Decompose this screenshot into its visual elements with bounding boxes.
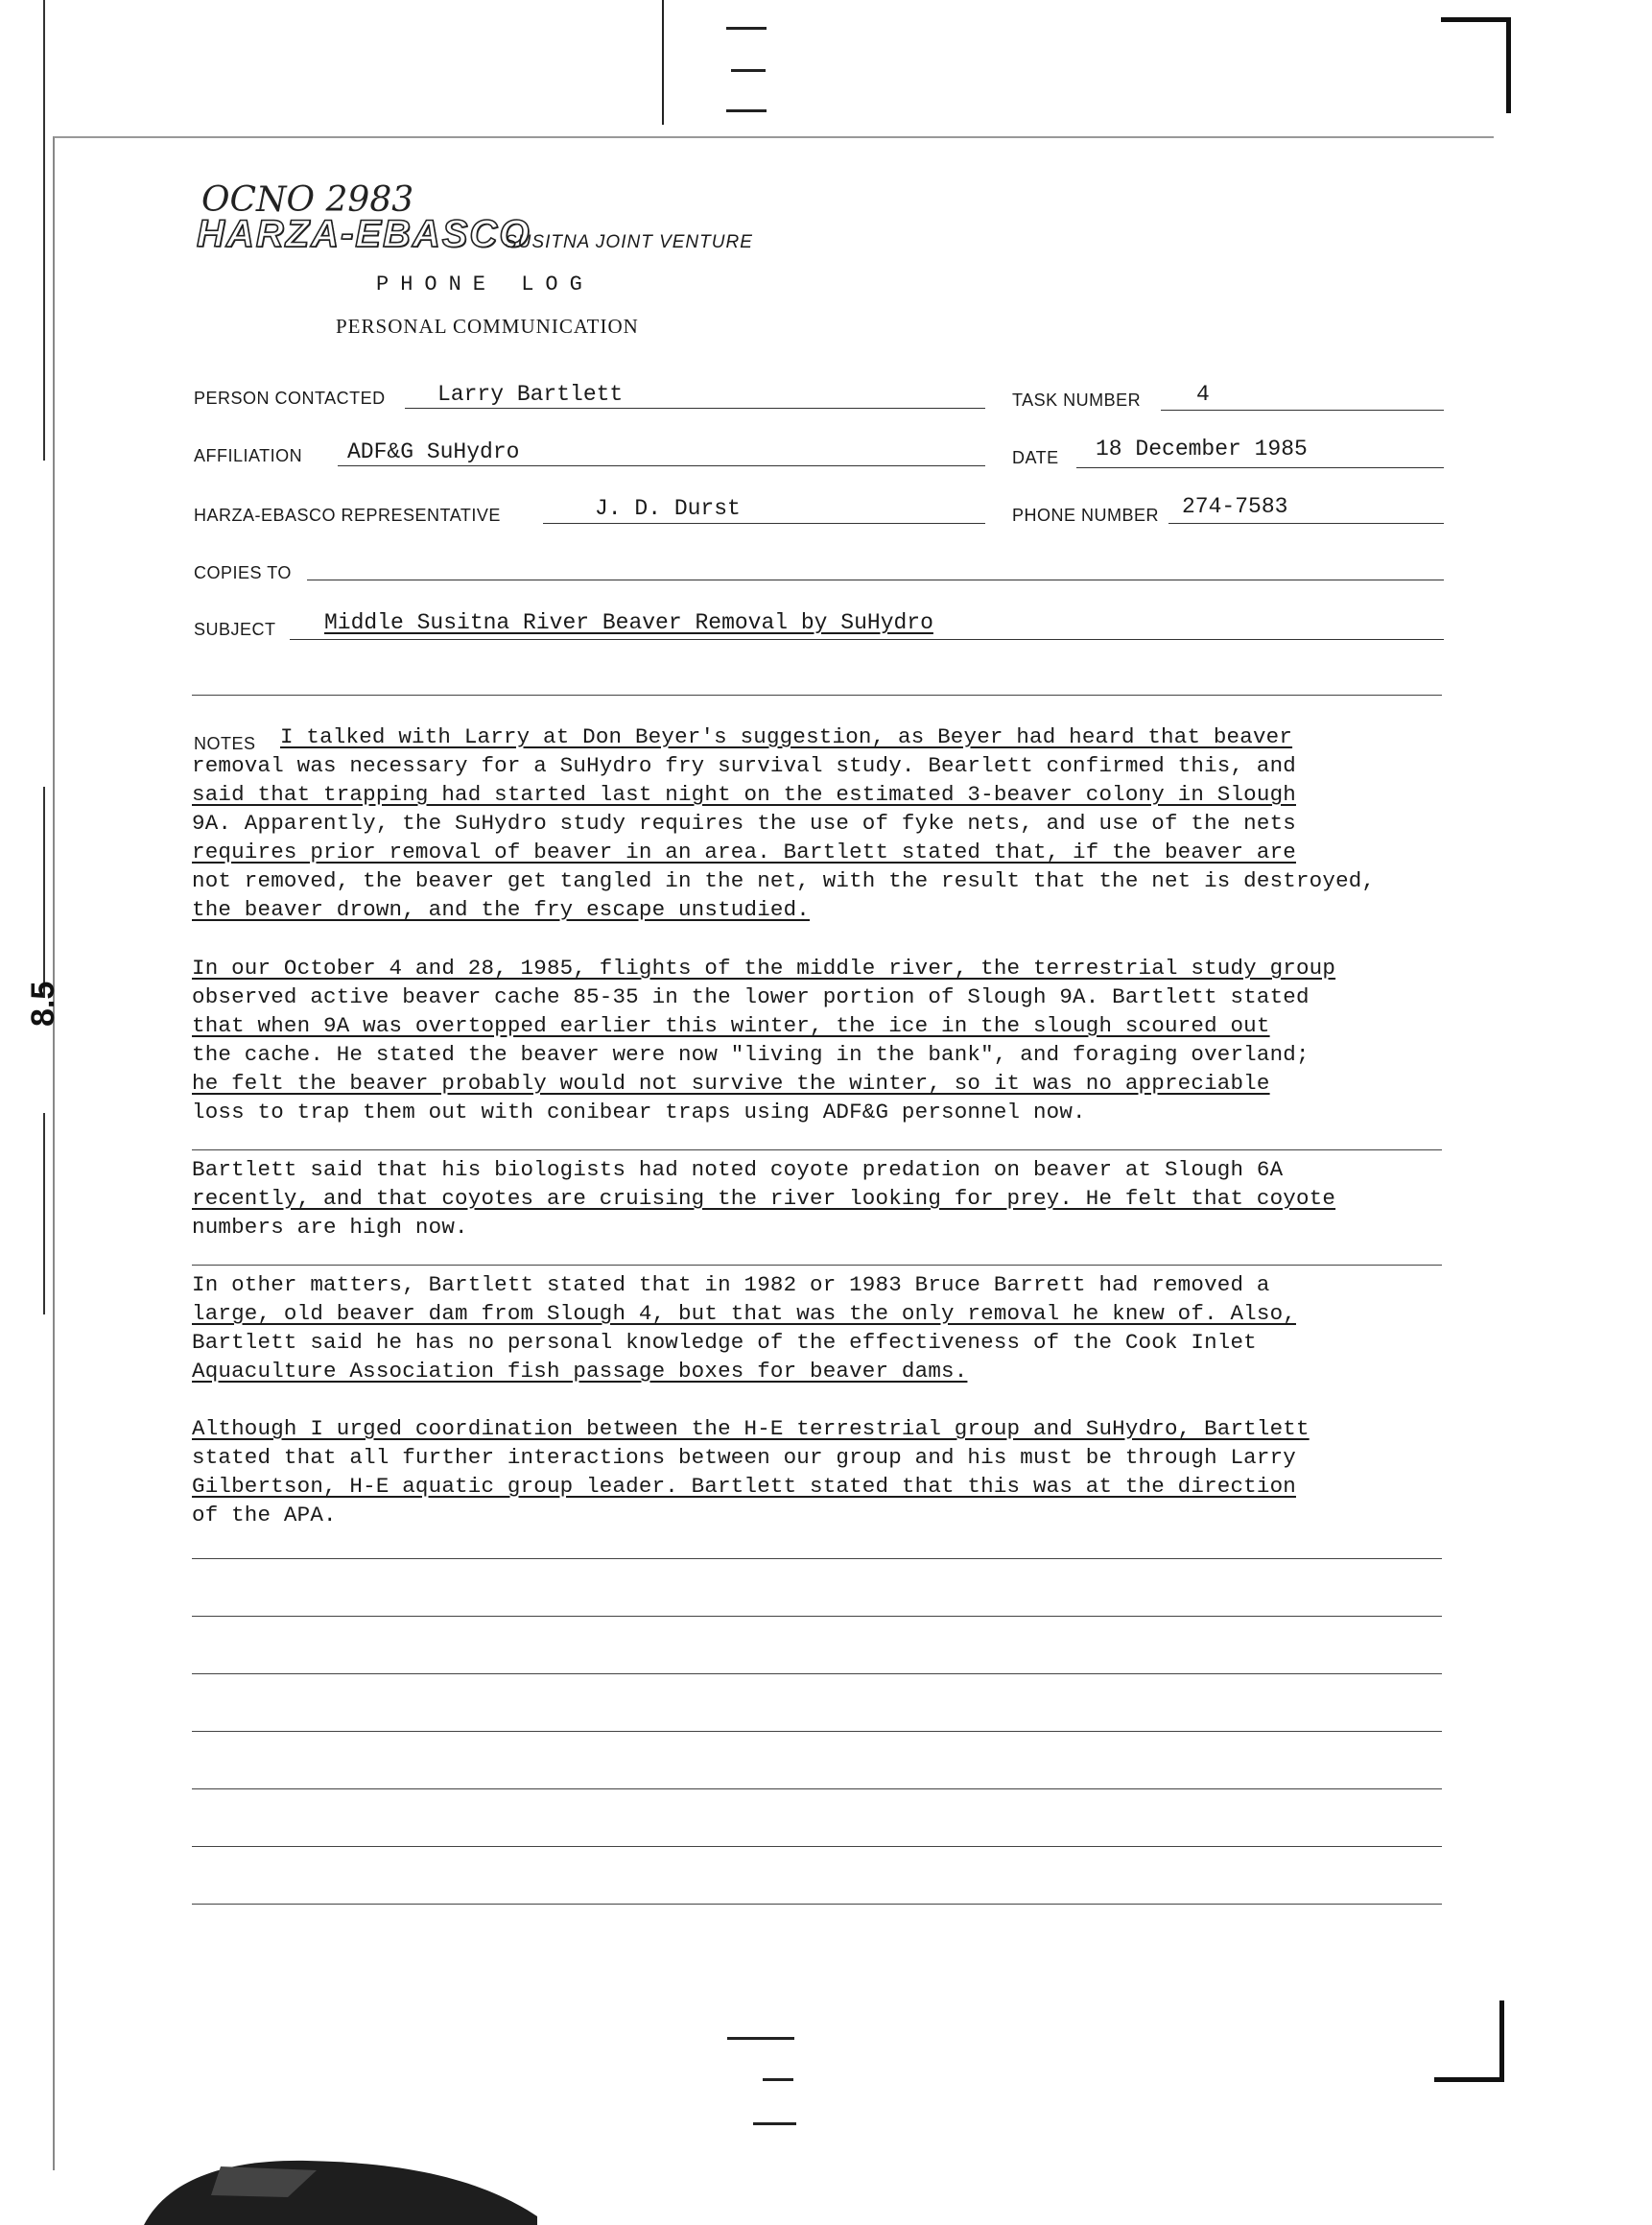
notes-line: Aquaculture Association fish passage boxes for beaver dams. bbox=[192, 1359, 968, 1384]
venture-name: SUSITNA JOINT VENTURE bbox=[505, 232, 753, 252]
notes-line: said that trapping had started last night on the estimated 3-beaver colony in Slough bbox=[192, 782, 1296, 807]
date-label: DATE bbox=[1012, 448, 1059, 467]
notes-line: loss to trap them out with conibear traps using ADF&G personnel now. bbox=[192, 1100, 1086, 1124]
notes-line: In our October 4 and 28, 1985, flights of the middle river, the terrestrial study group bbox=[192, 956, 1336, 981]
notes-line: Although I urged coordination between the H-E terrestrial group and SuHydro, Bartlett bbox=[192, 1416, 1310, 1441]
notes-line: stated that all further interactions between our group and his must be through Larry bbox=[192, 1445, 1296, 1470]
notes-line: not removed, the beaver get tangled in the net, with the result that the net is destroyed, bbox=[192, 868, 1376, 893]
notes-line: Bartlett said that his biologists had noted coyote predation on beaver at Slough 6A bbox=[192, 1157, 1284, 1182]
notes-line: the cache. He stated the beaver were now "living in the bank", and foraging overland; bbox=[192, 1042, 1310, 1067]
notes-line: that when 9A was overtopped earlier this winter, the ice in the slough scoured out bbox=[192, 1013, 1270, 1038]
punch-mark bbox=[726, 109, 767, 112]
field-line bbox=[290, 639, 1444, 640]
blank-rule bbox=[192, 1265, 1442, 1266]
notes-line: requires prior removal of beaver in an area. Bartlett stated that, if the beaver are bbox=[192, 840, 1296, 864]
blank-rule bbox=[192, 1673, 1442, 1674]
field-line bbox=[1161, 410, 1444, 411]
notes-line: of the APA. bbox=[192, 1503, 337, 1527]
scan-smudge bbox=[0, 2120, 672, 2225]
punch-mark bbox=[727, 2037, 794, 2040]
field-line bbox=[543, 523, 985, 524]
form-subtitle: PERSONAL COMMUNICATION bbox=[336, 315, 639, 338]
notes-label: NOTES bbox=[194, 734, 256, 753]
blank-rule bbox=[192, 1149, 1442, 1150]
notes-line: 9A. Apparently, the SuHydro study requires the use of fyke nets, and use of the nets bbox=[192, 811, 1296, 836]
field-line bbox=[1076, 467, 1444, 468]
representative-label: HARZA-EBASCO REPRESENTATIVE bbox=[194, 506, 501, 525]
punch-mark bbox=[726, 27, 767, 30]
margin-mark: 8.5 bbox=[25, 981, 61, 1027]
margin-edge bbox=[43, 787, 45, 998]
form-title: PHONE LOG bbox=[376, 272, 594, 296]
notes-line: removal was necessary for a SuHydro fry survival study. Bearlett confirmed this, and bbox=[192, 753, 1296, 778]
copies-to-label: COPIES TO bbox=[194, 563, 292, 582]
subject-label: SUBJECT bbox=[194, 620, 276, 639]
notes-line: the beaver drown, and the fry escape unstudied. bbox=[192, 897, 811, 922]
blank-rule bbox=[192, 1904, 1442, 1905]
affiliation-label: AFFILIATION bbox=[194, 446, 303, 465]
margin-edge bbox=[43, 0, 45, 461]
subject-value: Middle Susitna River Beaver Removal by SuHydro bbox=[324, 610, 933, 635]
blank-rule bbox=[192, 1731, 1442, 1732]
blank-rule bbox=[192, 695, 1442, 696]
company-logo: HARZA-EBASCO bbox=[197, 213, 531, 255]
notes-line: I talked with Larry at Don Beyer's suggestion, as Beyer had heard that beaver bbox=[280, 724, 1293, 749]
blank-rule bbox=[192, 1558, 1442, 1559]
affiliation-value: ADF&G SuHydro bbox=[347, 439, 520, 464]
corner-bracket-top bbox=[1441, 17, 1511, 113]
margin-edge bbox=[43, 1113, 45, 1314]
blank-rule bbox=[192, 1616, 1442, 1617]
task-number-value: 4 bbox=[1196, 382, 1210, 407]
notes-line: he felt the beaver probably would not survive the winter, so it was no appreciable bbox=[192, 1071, 1270, 1096]
punch-mark bbox=[763, 2078, 793, 2081]
field-line bbox=[405, 408, 985, 409]
blank-rule bbox=[192, 1788, 1442, 1789]
field-line bbox=[338, 465, 985, 466]
notes-line: numbers are high now. bbox=[192, 1215, 468, 1240]
field-line bbox=[1168, 523, 1444, 524]
notes-line: observed active beaver cache 85-35 in the lower portion of Slough 9A. Bartlett stated bbox=[192, 984, 1310, 1009]
date-value: 18 December 1985 bbox=[1096, 437, 1308, 462]
person-contacted-label: PERSON CONTACTED bbox=[194, 389, 386, 408]
blank-rule bbox=[192, 1846, 1442, 1847]
notes-line: Bartlett said he has no personal knowledge of the effectiveness of the Cook Inlet bbox=[192, 1330, 1257, 1355]
corner-bracket-bottom bbox=[1434, 2000, 1504, 2082]
notes-line: In other matters, Bartlett stated that in 1982 or 1983 Bruce Barrett had removed a bbox=[192, 1272, 1270, 1297]
notes-line: large, old beaver dam from Slough 4, but that was the only removal he knew of. Also, bbox=[192, 1301, 1296, 1326]
punch-mark bbox=[753, 2122, 796, 2125]
phone-number-label: PHONE NUMBER bbox=[1012, 506, 1160, 525]
representative-value: J. D. Durst bbox=[595, 496, 741, 521]
person-contacted-value: Larry Bartlett bbox=[437, 382, 624, 407]
notes-line: Gilbertson, H-E aquatic group leader. Bartlett stated that this was at the direction bbox=[192, 1474, 1296, 1499]
punch-mark bbox=[731, 69, 766, 72]
notes-line: recently, and that coyotes are cruising the river looking for prey. He felt that coyote bbox=[192, 1186, 1336, 1211]
binder-mark-top bbox=[662, 0, 664, 125]
file-number: OCNO 2983 bbox=[201, 180, 414, 220]
phone-number-value: 274-7583 bbox=[1182, 494, 1288, 519]
task-number-label: TASK NUMBER bbox=[1012, 391, 1142, 410]
